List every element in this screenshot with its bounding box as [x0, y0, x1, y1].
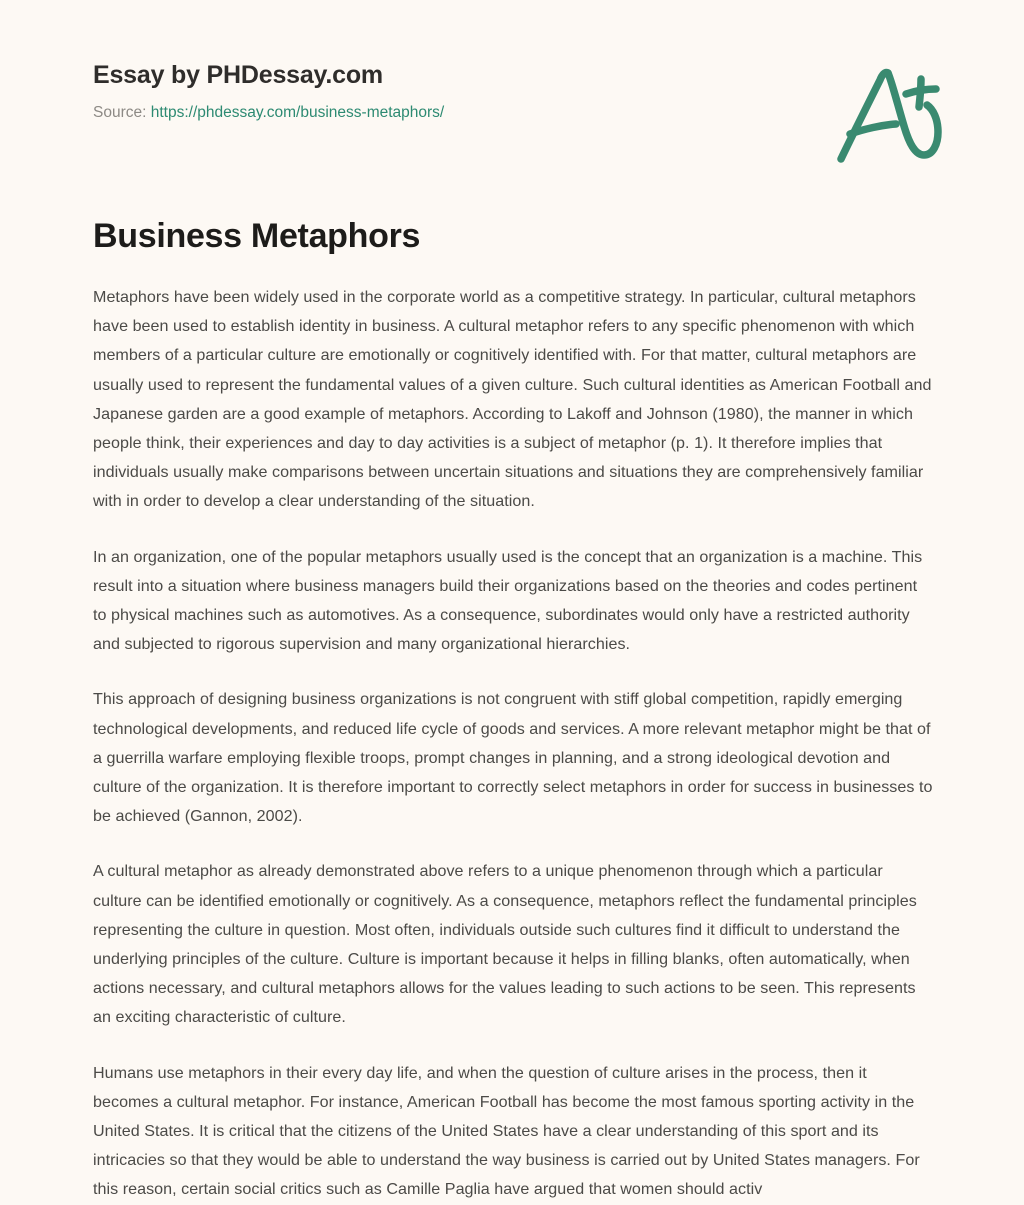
a-plus-logo-icon — [830, 62, 950, 167]
page-title: Business Metaphors — [93, 217, 421, 255]
paragraph: In an organization, one of the popular metaphors usually used is the concept that an organization is a machine. This result into a situation where business managers build their organizations based on the theories and codes pertinent to physical machines such as automotives. As a consequence, subordinates would only have a restricted authority and subjected to rigorous supervision and many organizational hierarchies. — [93, 547, 923, 654]
page-header — [93, 62, 944, 122]
source-label: Source: — [93, 103, 147, 121]
brand-title: Essay by PHDessay.com — [93, 61, 383, 89]
essay-body — [93, 283, 935, 1205]
paragraph: Metaphors have been widely used in the corporate world as a competitive strategy. In particular, cultural metaphors have been used to establish identity in business. A cultural metaphor refers to any specific phenomenon with which members of a particular culture are emotionally or cognitively identified with. For that matter, cultural metaphors are usually used to represent the fundamental values of a given culture. Such cultural identities as American Football and Japanese garden are a good example of metaphors. According to Lakoff and Johnson (1980), the manner in which people think, their experiences and day to day activities is a subject of metaphor (p. 1). It therefore implies that individuals usually make comparisons between uncertain situations and situations they are comprehensively familiar with in order to develop a clear understanding of the situation. — [93, 288, 932, 511]
source-line — [93, 104, 944, 123]
paragraph: Humans use metaphors in their every day life, and when the question of culture arises in the process, then it becomes a cultural metaphor. For instance, American Football has become the most famous sporting activity in the United States. It is critical that the citizens of the United States have a clear understanding of this sport and its intricacies so that they would be able to understand the way business is carried out by United States managers. For this reason, certain social critics such as Camille Paglia have argued that women should activ — [93, 1063, 920, 1199]
paragraph: A cultural metaphor as already demonstrated above refers to a unique phenomenon through which a particular culture can be identified emotionally or cognitively. As a consequence, metaphors reflect the fundamental principles representing the culture in question. Most often, individuals outside such cultures find it difficult to understand the underlying principles of the culture. Culture is important because it helps in filling blanks, often automatically, when actions necessary, and cultural metaphors allows for the values leading to such actions to be seen. This represents an exciting characteristic of culture. — [93, 862, 917, 1027]
phdessay-logo — [830, 62, 950, 167]
paragraph: This approach of designing business organizations is not congruent with stiff global competition, rapidly emerging technological developments, and reduced life cycle of goods and services. A more relevant metaphor might be that of a guerrilla warfare employing flexible troops, prompt changes in planning, and a strong ideological devotion and culture of the organization. It is therefore important to correctly select metaphors in order for success in businesses to be achieved (Gannon, 2002). — [93, 690, 933, 826]
source-url-link[interactable]: https://phdessay.com/business-metaphors/ — [150, 103, 445, 121]
